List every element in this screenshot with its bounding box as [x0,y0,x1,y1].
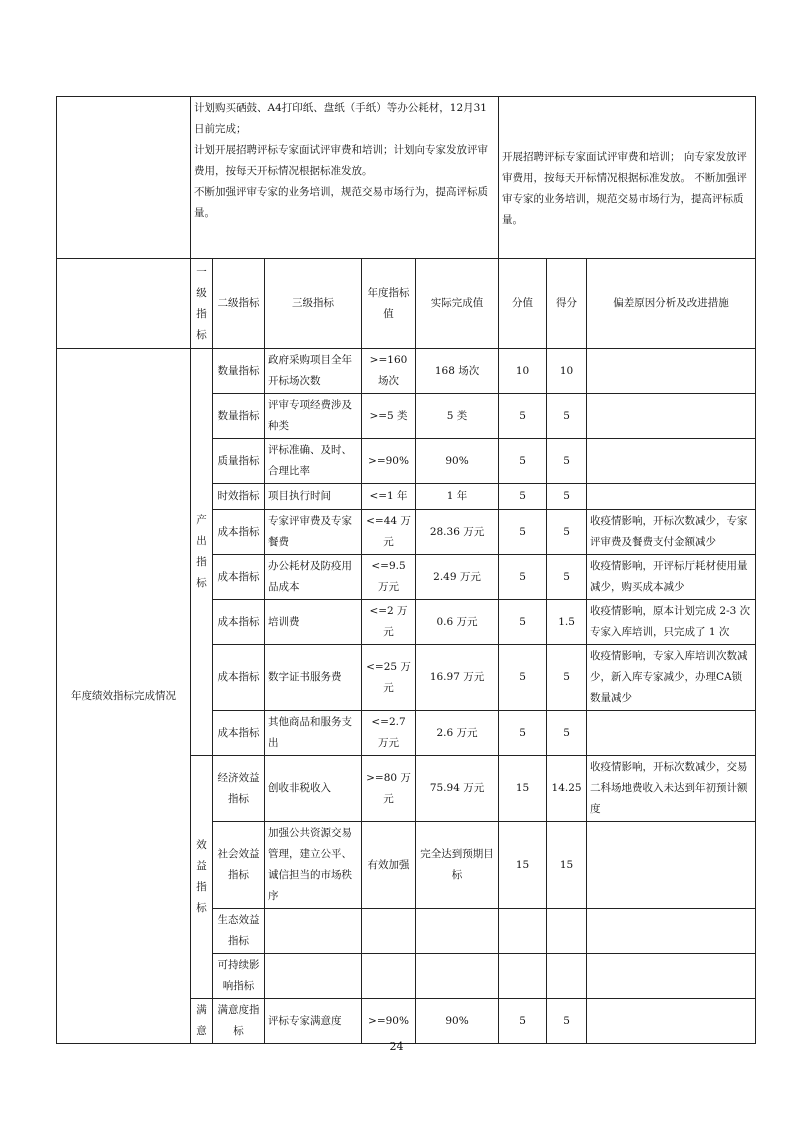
header-score: 得分 [547,259,587,349]
target-cell: <=25 万元 [362,645,416,711]
score-cell: 5 [547,439,587,484]
value-cell [499,909,547,954]
header-blank-cell [57,259,191,349]
actual-cell: 168 场次 [416,349,499,394]
level3-cell: 政府采购项目全年开标场次数 [265,349,362,394]
target-cell: <=2 万元 [362,600,416,645]
note-cell [587,394,756,439]
level3-cell: 数字证书服务费 [265,645,362,711]
note-cell [587,909,756,954]
table-row [57,349,756,394]
level2-cell: 数量指标 [213,394,265,439]
group-output: 产出指标 [191,349,213,756]
actual-cell [416,909,499,954]
level2-cell: 成本指标 [213,600,265,645]
note-cell [587,349,756,394]
value-cell: 15 [499,822,547,909]
level2-cell: 成本指标 [213,510,265,555]
actual-cell: 90% [416,999,499,1044]
level3-cell: 办公耗材及防疫用品成本 [265,555,362,600]
header-target: 年度指标值 [362,259,416,349]
actual-cell: 2.49 万元 [416,555,499,600]
note-cell: 收疫情影响，开评标厅耗材使用量减少，购买成本减少 [587,555,756,600]
header-score-value: 分值 [499,259,547,349]
level3-cell: 创收非税收入 [265,756,362,822]
score-cell: 1.5 [547,600,587,645]
value-cell: 5 [499,484,547,510]
score-cell: 14.25 [547,756,587,822]
actual-cell: 16.97 万元 [416,645,499,711]
header-level2: 二级指标 [213,259,265,349]
note-cell: 收疫情影响，开标次数减少，专家评审费及餐费支付金额减少 [587,510,756,555]
level3-cell: 评审专项经费涉及种类 [265,394,362,439]
level3-cell [265,954,362,999]
level3-cell: 评标准确、及时、合理比率 [265,439,362,484]
value-cell: 5 [499,439,547,484]
group-satisfaction: 满意 [191,999,213,1044]
target-cell: >=160 场次 [362,349,416,394]
level3-cell: 加强公共资源交易管理，建立公平、诚信担当的市场秩序 [265,822,362,909]
page-number: 24 [389,1040,404,1053]
header-level3: 三级指标 [265,259,362,349]
score-cell: 5 [547,999,587,1044]
note-cell [587,484,756,510]
note-cell: 收疫情影响，原本计划完成 2-3 次专家入库培训，只完成了 1 次 [587,600,756,645]
value-cell: 5 [499,600,547,645]
target-cell: <=44 万元 [362,510,416,555]
target-cell: >=80 万元 [362,756,416,822]
actual-cell: 完全达到预期目标 [416,822,499,909]
actual-text-cell: 开展招聘评标专家面试评审费和培训； 向专家发放评审费用，按每天开标情况根据标准发放。 不断加强评审专家的业务培训，规范交易市场行为，提高评标质量。 [499,97,756,259]
header-level1: 一级指标 [191,259,213,349]
target-cell: >=5 类 [362,394,416,439]
target-cell: <=1 年 [362,484,416,510]
value-cell [499,954,547,999]
note-cell: 收疫情影响，专家入库培训次数减少，新入库专家减少，办理CA锁数量减少 [587,645,756,711]
level3-cell: 其他商品和服务支出 [265,711,362,756]
actual-cell: 28.36 万元 [416,510,499,555]
level2-cell: 数量指标 [213,349,265,394]
score-cell: 15 [547,822,587,909]
plan-row [57,97,756,259]
actual-cell [416,954,499,999]
score-cell [547,909,587,954]
level3-cell: 评标专家满意度 [265,999,362,1044]
performance-table [56,96,756,1044]
score-cell: 5 [547,484,587,510]
note-cell [587,822,756,909]
actual-cell: 5 类 [416,394,499,439]
value-cell: 5 [499,510,547,555]
level2-cell: 质量指标 [213,439,265,484]
score-cell: 5 [547,711,587,756]
target-cell: <=9.5 万元 [362,555,416,600]
level2-cell: 社会效益指标 [213,822,265,909]
level2-cell: 成本指标 [213,555,265,600]
note-cell [587,439,756,484]
target-cell: 有效加强 [362,822,416,909]
score-cell: 10 [547,349,587,394]
target-cell: >=90% [362,439,416,484]
value-cell: 5 [499,999,547,1044]
group-benefit: 效益指标 [191,756,213,999]
target-cell [362,954,416,999]
level2-cell: 成本指标 [213,711,265,756]
header-row [57,259,756,349]
actual-cell: 0.6 万元 [416,600,499,645]
level3-cell: 培训费 [265,600,362,645]
note-cell [587,711,756,756]
value-cell: 15 [499,756,547,822]
value-cell: 5 [499,555,547,600]
level2-cell: 可持续影响指标 [213,954,265,999]
level2-cell: 时效指标 [213,484,265,510]
header-analysis: 偏差原因分析及改进措施 [587,259,756,349]
section-label: 年度绩效指标完成情况 [57,349,191,1044]
target-cell: <=2.7 万元 [362,711,416,756]
level2-cell: 成本指标 [213,645,265,711]
level3-cell [265,909,362,954]
note-cell: 收疫情影响，开标次数减少，交易二科场地费收入未达到年初预计额度 [587,756,756,822]
target-cell: >=90% [362,999,416,1044]
actual-cell: 90% [416,439,499,484]
header-actual: 实际完成值 [416,259,499,349]
target-cell [362,909,416,954]
note-cell [587,999,756,1044]
actual-cell: 2.6 万元 [416,711,499,756]
value-cell: 5 [499,645,547,711]
level2-cell: 生态效益指标 [213,909,265,954]
note-cell [587,954,756,999]
value-cell: 5 [499,711,547,756]
level3-cell: 专家评审费及专家餐费 [265,510,362,555]
actual-cell: 75.94 万元 [416,756,499,822]
score-cell: 5 [547,555,587,600]
score-cell [547,954,587,999]
value-cell: 5 [499,394,547,439]
score-cell: 5 [547,394,587,439]
value-cell: 10 [499,349,547,394]
score-cell: 5 [547,645,587,711]
score-cell: 5 [547,510,587,555]
level2-cell: 经济效益指标 [213,756,265,822]
level3-cell: 项目执行时间 [265,484,362,510]
actual-cell: 1 年 [416,484,499,510]
plan-row-label-cell [57,97,191,259]
plan-text-cell: 计划购买硒鼓、A4打印纸、盘纸（手纸）等办公耗材，12月31日前完成； 计划开展招聘评标专家面试评审费和培训；计划向专家发放评审费用，按每天开标情况根据标准发放。 不断加强评审专家的业务培训，规范交易市场行为，提高评标质量。 [191,97,499,259]
level2-cell: 满意度指标 [213,999,265,1044]
